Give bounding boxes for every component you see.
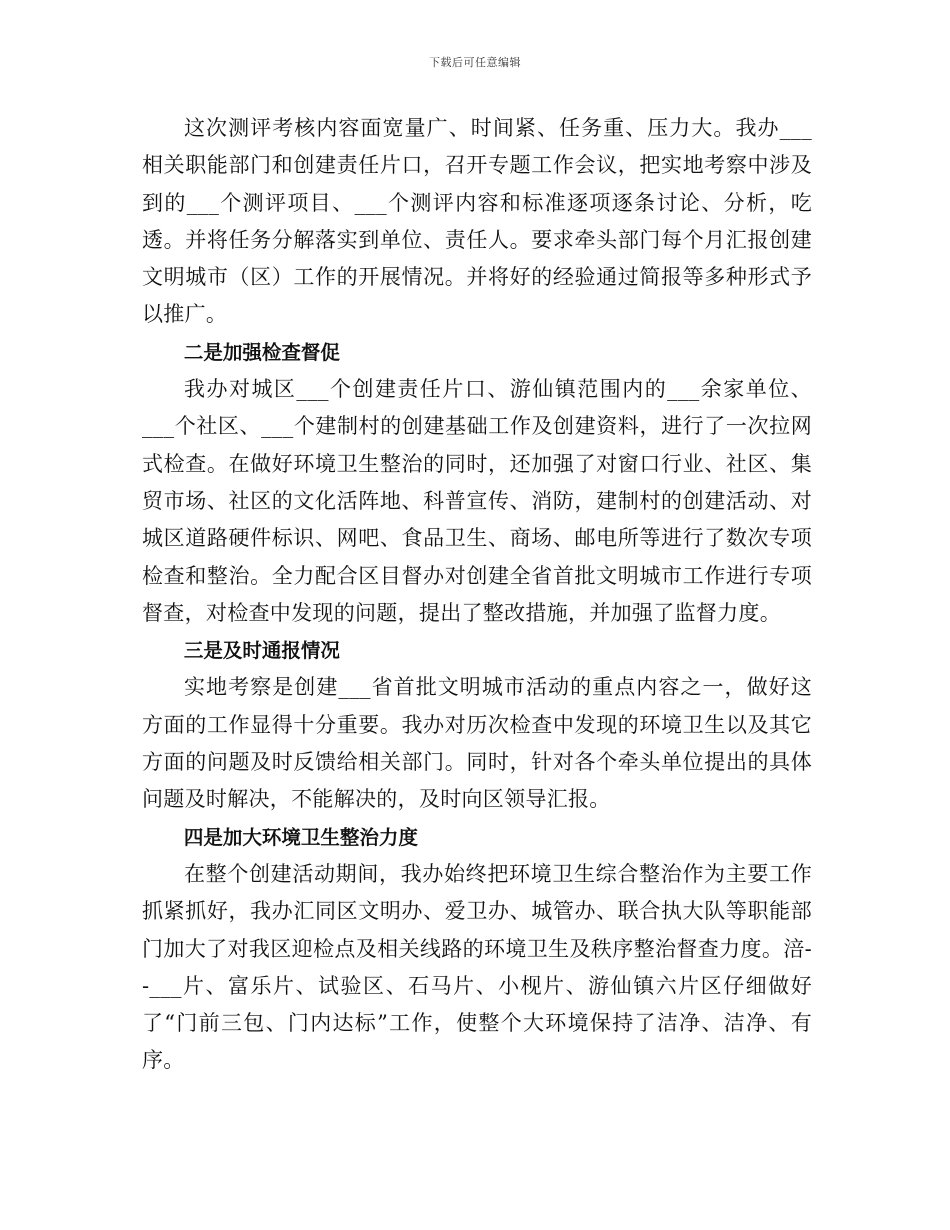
section-heading-inspection: 二是加强检查督促 xyxy=(183,340,340,364)
section-heading-sanitation: 四是加大环境卫生整治力度 xyxy=(183,825,418,849)
section-heading-reporting: 三是及时通报情况 xyxy=(183,639,340,663)
paragraph-inspection: 我办对城区___个创建责任片口、游仙镇范围内的___余家单位、___个社区、___个建制村的创建基础工作及创建资料，进行了一次拉网式检查。在做好环境卫生整治的同时，还加强了对窗口行业、社区、集贸市场、社区的文化活阵地、科普宣传、消防，建制村的创建活动、对城区道路硬件标识、网吧、食品卫生、商场、邮电所等进行了数次专项检查和整治。全力配合区目督办对创建全省首批文明城市工作进行专项督查，对检查中发现的问题，提出了整改措施，并加强了监督力度。 xyxy=(142,377,812,625)
paragraph-sanitation: 在整个创建活动期间，我办始终把环境卫生综合整治作为主要工作抓紧抓好，我办汇同区文明办、爱卫办、城管办、联合执大队等职能部门加大了对我区迎检点及相关线路的环境卫生及秩序整治督查力度。涪--___片、富乐片、试验区、石马片、小枧片、游仙镇六片区仔细做好了“门前三包、门内达标”工作，使整个大环境保持了洁净、洁净、有序。 xyxy=(142,861,812,1073)
page-header: 下载后可任意编辑 xyxy=(429,56,521,69)
paragraph-intro: 这次测评考核内容面宽量广、时间紧、任务重、压力大。我办___相关职能部门和创建责任片口，召开专题工作会议，把实地考察中涉及到的___个测评项目、___个测评内容和标准逐项逐条讨论、分析，吃透。并将任务分解落实到单位、责任人。要求牵头部门每个月汇报创建文明城市（区）工作的开展情况。并将好的经验通过简报等多种形式予以推广。 xyxy=(142,116,812,327)
paragraph-reporting: 实地考察是创建___省首批文明城市活动的重点内容之一，做好这方面的工作显得十分重要。我办对历次检查中发现的环境卫生以及其它方面的问题及时反馈给相关部门。同时，针对各个牵头单位提出的具体问题及时解决，不能解决的，及时向区领导汇报。 xyxy=(142,675,812,812)
document-body xyxy=(142,110,812,1080)
